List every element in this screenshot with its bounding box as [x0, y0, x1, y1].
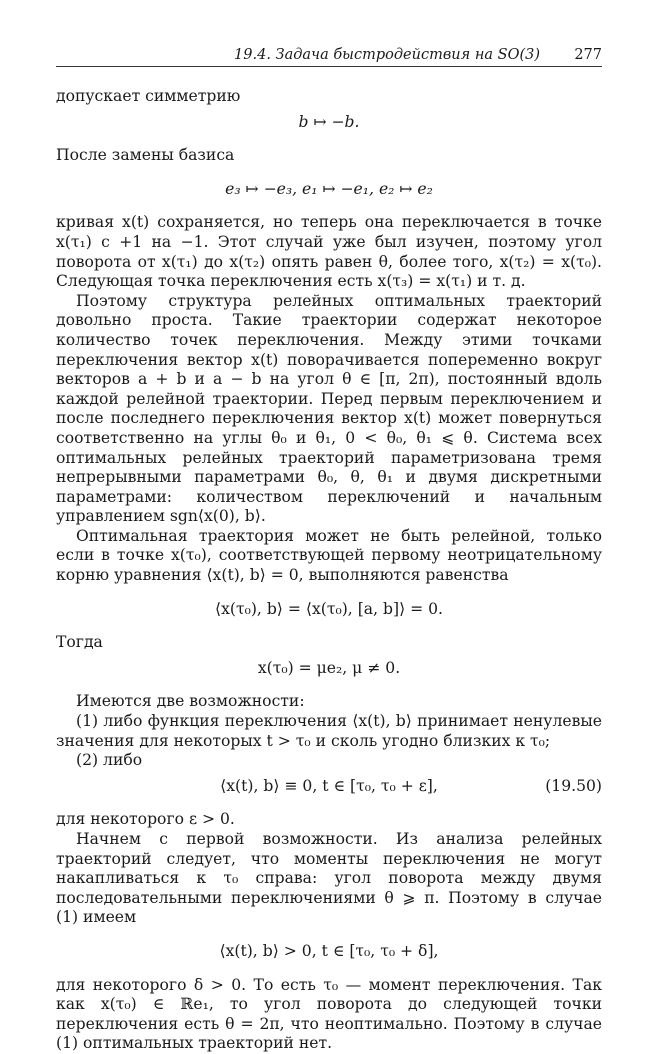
paragraph-nonrelay: Оптимальная траектория может не быть релейной, только если в точке x(τ₀), соответствующей первому неотрицательному корню уравнения ⟨x(t), b⟩ = 0, выполняются равенства	[56, 526, 602, 585]
equation-text: ⟨x(t), b⟩ ≡ 0, t ∈ [τ₀, τ₀ + ε],	[220, 776, 438, 795]
paragraph-first-case: Начнем с первой возможности. Из анализа релейных траекторий следует, что моменты переключения не могут накапливаться к τ₀ справа: угол поворота между двумя последовательными переключениями θ ⩾ π. Поэтому в случае (1) имеем	[56, 830, 602, 927]
equation-number: (19.50)	[545, 776, 602, 795]
paragraph-symmetry: допускает симметрию	[56, 87, 241, 105]
equation-text: x(τ₀) = μe₂, μ ≠ 0.	[257, 658, 401, 677]
paragraph-case-1: (1) либо функция переключения ⟨x(t), b⟩ принимает ненулевые значения для некоторых t > τ₀ и сколь угодно близких к τ₀;	[56, 712, 602, 750]
equation-x-tau	[56, 659, 602, 679]
section-title: 19.4. Задача быстродействия на SO(3)	[234, 47, 540, 63]
equation-basis	[56, 180, 602, 200]
paragraph-basis-change: После замены базиса	[56, 146, 235, 165]
equation-equalities	[56, 600, 602, 620]
equation-positive	[56, 942, 602, 962]
equation-text: ⟨x(τ₀), b⟩ = ⟨x(τ₀), [a, b]⟩ = 0.	[214, 599, 444, 618]
equation-symmetry	[56, 113, 602, 133]
paragraph-structure: Поэтому структура релейных оптимальных траекторий довольно проста. Такие траектории содержат некоторое количество точек переключения. Между этими точками переключения вектор x(t) поворачивается попеременно вокруг векторов a + b и a − b на угол θ ∈ [π, 2π), постоянный вдоль каждой релейной траектории. Перед первым переключением и после последнего переключения вектор x(t) может повернуться соответственно на углы θ₀ и θ₁, 0 < θ₀, θ₁ ⩽ θ. Система всех оптимальных релейных траекторий параметризована тремя непрерывными параметрами θ₀, θ, θ₁ и двумя дискретными параметрами: количеством переключений и начальным управлением sgn⟨x(0), b⟩.	[56, 291, 602, 526]
paragraph-case-2: (2) либо	[76, 751, 143, 770]
book-page	[56, 44, 602, 1054]
equation-text: b ↦ −b.	[298, 112, 360, 131]
paragraph-two-cases: Имеются две возможности:	[76, 692, 305, 711]
page-number: 277	[574, 47, 602, 63]
running-header	[56, 44, 602, 67]
equation-19-50	[56, 777, 602, 797]
equation-text: ⟨x(t), b⟩ > 0, t ∈ [τ₀, τ₀ + δ],	[219, 941, 439, 960]
paragraph-epsilon: для некоторого ε > 0.	[56, 810, 235, 829]
paragraph-curve: кривая x(t) сохраняется, но теперь она переключается в точке x(τ₁) с +1 на −1. Этот случай уже был изучен, поэтому угол поворота от x(τ₁) до x(τ₂) опять равен θ, более того, x(τ₂) = x(τ₀). Следующая точка переключения есть x(τ₃) = x(τ₁) и т. д.	[56, 213, 602, 291]
equation-text: e₃ ↦ −e₃, e₁ ↦ −e₁, e₂ ↦ e₂	[225, 179, 433, 198]
paragraph-then: Тогда	[56, 633, 103, 652]
paragraph-conclusion: для некоторого δ > 0. То есть τ₀ — момент переключения. Так как x(τ₀) ∈ ℝe₁, то угол поворота до следующей точки переключения есть θ = 2π, что неоптимально. Поэтому в случае (1) оптимальных траекторий нет.	[56, 975, 602, 1053]
